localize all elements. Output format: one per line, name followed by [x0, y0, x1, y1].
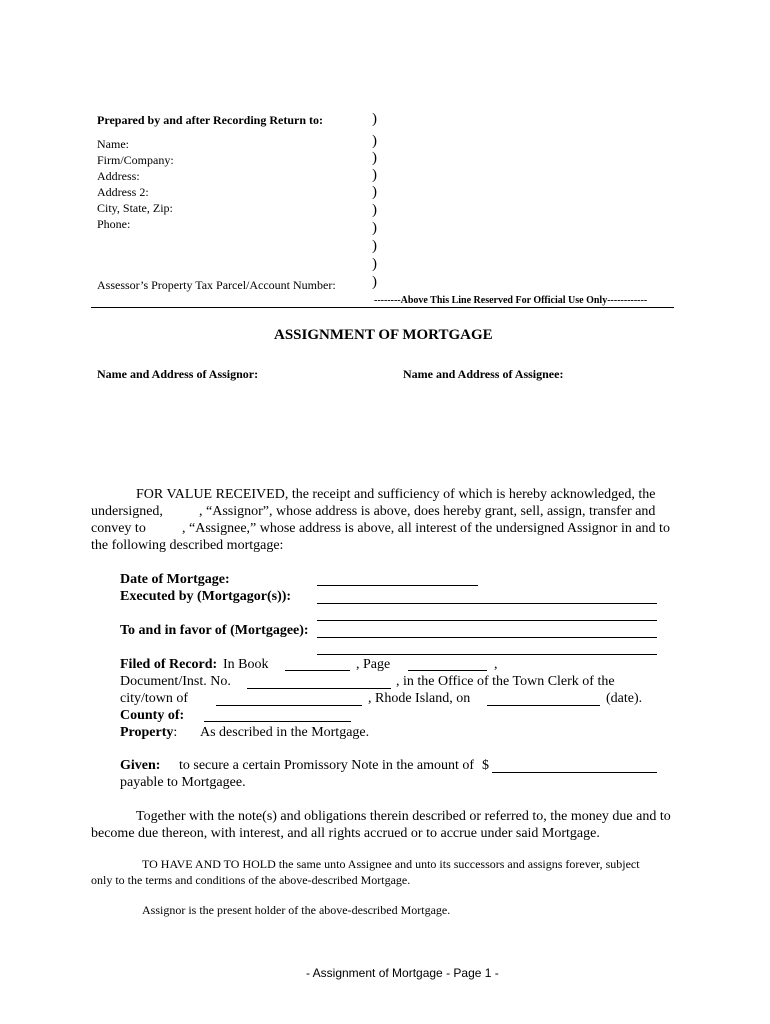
phone-field-label: Phone: [97, 217, 131, 231]
body-line-3b: , “Assignee,” whose address is above, all interest of the undersigned Assignor in and to [182, 521, 670, 536]
body-line-1: FOR VALUE RECEIVED, the receipt and sufficiency of which is hereby acknowledged, the [136, 487, 656, 502]
city-state-zip-field-label: City, State, Zip: [97, 201, 173, 215]
paren-mark: ) [372, 256, 377, 272]
paren-mark: ) [372, 202, 377, 218]
page-blank[interactable] [408, 670, 487, 671]
town-clerk-text: , in the Office of the Town Clerk of the [396, 674, 615, 689]
paren-mark: ) [372, 274, 377, 290]
date-of-mortgage-blank[interactable] [317, 585, 478, 586]
city-town-label: city/town of [120, 691, 189, 706]
executed-by-label: Executed by (Mortgagor(s)): [120, 589, 292, 604]
habendum-line-1: TO HAVE AND TO HOLD the same unto Assignee and unto its successors and assigns forever, subject [142, 857, 640, 871]
paren-mark: ) [372, 133, 377, 149]
payable-text: payable to Mortgagee. [120, 775, 246, 790]
mortgagor-blank-2[interactable] [317, 620, 657, 621]
property-line [120, 725, 177, 741]
habendum-line-2: only to the terms and conditions of the above-described Mortgage. [91, 873, 411, 887]
paren-mark: ) [372, 167, 377, 183]
given-label: Given: [120, 758, 161, 773]
paren-mark: ) [372, 238, 377, 254]
page-comma: , [494, 657, 498, 672]
official-use-notice: --------Above This Line Reserved For Official Use Only------------ [374, 295, 648, 306]
rhode-island-text: , Rhode Island, on [368, 691, 471, 706]
filed-of-record-label: Filed of Record: [120, 657, 218, 672]
dollar-sign: $ [482, 758, 489, 773]
name-field-label: Name: [97, 137, 129, 151]
property-colon: : [173, 725, 178, 740]
prepared-by-heading: Prepared by and after Recording Return to: [97, 113, 323, 127]
document-title: ASSIGNMENT OF MORTGAGE [274, 327, 493, 343]
paren-mark: ) [372, 150, 377, 166]
assignor-label: Name and Address of Assignor: [97, 367, 259, 381]
together-line-1: Together with the note(s) and obligations therein described or referred to, the money due and to [136, 809, 671, 824]
paren-mark: ) [372, 220, 377, 236]
document-no-blank[interactable] [247, 688, 391, 689]
book-blank[interactable] [285, 670, 350, 671]
city-town-blank[interactable] [216, 705, 362, 706]
parcel-number-label: Assessor’s Property Tax Parcel/Account Number: [97, 278, 336, 292]
mortgagee-blank-2[interactable] [317, 654, 657, 655]
body-line-2b: , “Assignor”, whose address is above, does hereby grant, sell, assign, transfer and [199, 504, 656, 519]
document-no-label: Document/Inst. No. [120, 674, 231, 689]
property-label: Property [120, 725, 174, 740]
holder-statement: Assignor is the present holder of the above-described Mortgage. [142, 903, 451, 917]
paren-mark: ) [372, 111, 377, 127]
page-label: , Page [356, 657, 391, 672]
body-line-2a: undersigned, [91, 504, 163, 519]
firm-field-label: Firm/Company: [97, 153, 174, 167]
body-line-4: the following described mortgage: [91, 538, 284, 553]
assignee-label: Name and Address of Assignee: [403, 367, 564, 381]
address2-field-label: Address 2: [97, 185, 149, 199]
given-text: to secure a certain Promissory Note in the amount of [179, 758, 475, 773]
recording-date-blank[interactable] [487, 705, 600, 706]
mortgagor-blank[interactable] [317, 603, 657, 604]
official-use-divider [91, 307, 674, 308]
county-blank[interactable] [204, 721, 351, 722]
property-value: As described in the Mortgage. [200, 725, 370, 740]
together-line-2: become due thereon, with interest, and all rights accrued or to accrue under said Mortgage. [91, 826, 600, 841]
date-of-mortgage-label: Date of Mortgage: [120, 572, 230, 587]
note-amount-blank[interactable] [492, 772, 657, 773]
paren-mark: ) [372, 184, 377, 200]
page-footer: - Assignment of Mortgage - Page 1 - [306, 966, 499, 980]
county-label: County of: [120, 708, 185, 723]
date-suffix: (date). [606, 691, 643, 706]
mortgagee-blank[interactable] [317, 637, 657, 638]
in-book-label: In Book [223, 657, 269, 672]
in-favor-of-label: To and in favor of (Mortgagee): [120, 623, 309, 638]
address-field-label: Address: [97, 169, 140, 183]
body-line-3a: convey to [91, 521, 146, 536]
